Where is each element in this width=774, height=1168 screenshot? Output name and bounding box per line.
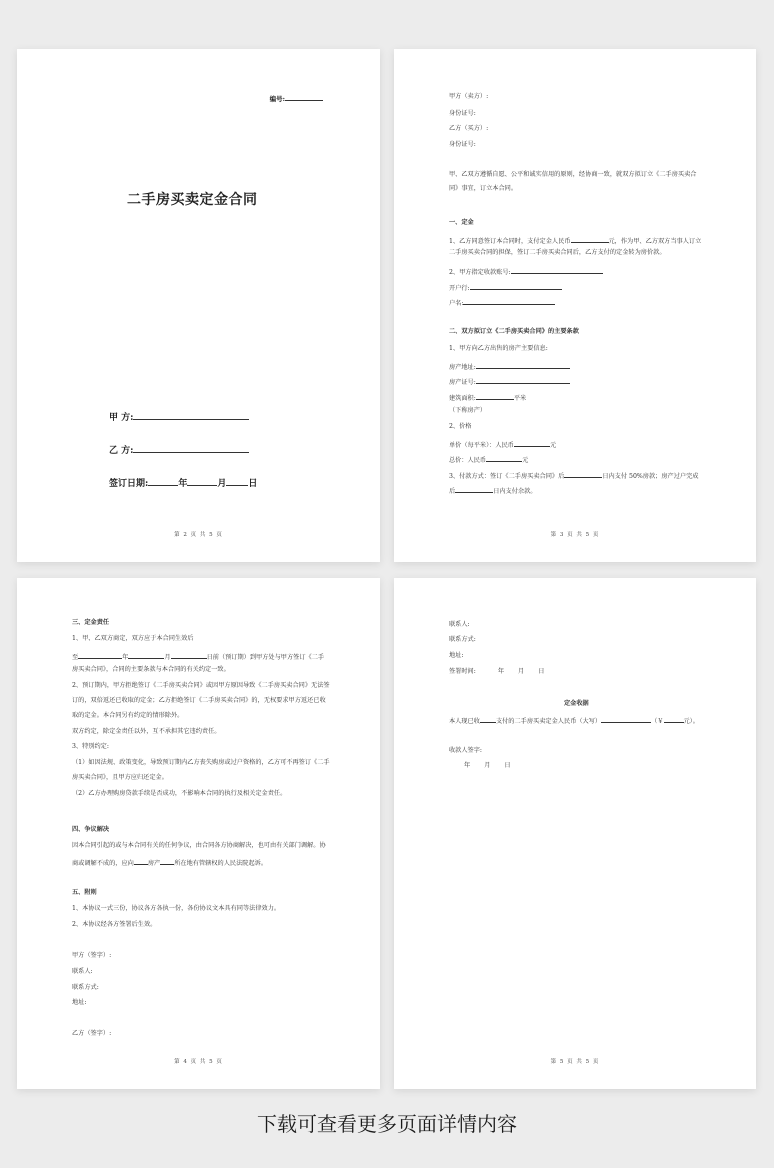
appendix-line-2: 2、本协议经各方签署后生效。 — [72, 921, 157, 928]
clause-3-line-4: 2、预订期内，甲方拒绝签订《二手房买卖合同》或因甲方原因导致《二手房买卖合同》无法签 — [72, 682, 330, 689]
section-3-title: 三、定金责任 — [72, 619, 110, 626]
clause-3-line-3: 房买卖合同》，合同的主要条款与本合同的有关约定一致。 — [72, 666, 230, 673]
deposit-clause-line-2: 二手房买卖合同的担保，签订二手房买卖合同后，乙方支付的定金转为房价款。 — [449, 249, 666, 256]
section-1-title: 一、定金 — [449, 219, 474, 226]
download-more-banner[interactable]: 下载可查看更多页面详情内容 — [257, 1112, 517, 1136]
party-b-field: 乙 方: — [109, 443, 249, 456]
clause-3-line-11: （2）乙方办理购房贷款手续是否成功，不影响本合同的执行及相关定金责任。 — [72, 790, 287, 797]
section-2-title: 二、双方拟订立《二手房买卖合同》的主要条款 — [449, 328, 579, 335]
sign-time-field: 签署时间: 年 月 日 — [449, 668, 545, 675]
clause-3-line-1: 1、甲、乙双方商定，双方应于本合同生效后 — [72, 635, 194, 642]
party-a-contact-way: 联系方式: — [72, 984, 99, 991]
clause-3-line-5: 订的，双倍返还已收取的定金；乙方拒绝签订《二手房买卖合同》的，无权要求甲方返还已收 — [72, 697, 326, 704]
property-cert-field: 房产证号: — [449, 376, 570, 387]
price-heading: 2、价格 — [449, 423, 472, 430]
payment-line-1: 3、付款方式：签订《二手房买卖合同》后 日内支付 50%房款；房产过户完成 — [449, 470, 698, 481]
clause-3-line-10: 房买卖合同》，且甲方应归还定金。 — [72, 774, 168, 781]
unit-price-field: 单价（每平米）：人民币 元 — [449, 439, 556, 450]
party-b-sign: 乙方（签字）: — [72, 1030, 112, 1037]
payment-line-2: 后 日内支付余款。 — [449, 485, 537, 496]
dispute-line-1: 因本合同引起的或与本合同有关的任何争议，由合同各方协商解决，也可由有关部门调解。协 — [72, 842, 326, 849]
intro-line-1: 甲、乙双方遵循自愿、公平和诚实信用的原则，经协商一致，就双方拟订立《二手房买卖合 — [449, 171, 697, 178]
section-4-title: 四、争议解决 — [72, 826, 110, 833]
buyer-id-line: 身份证号: — [449, 141, 476, 148]
party-b-contact: 联系人: — [449, 621, 470, 628]
appendix-line-1: 1、本协议一式三份，协议各方各执一份，各份协议文本具有同等法律效力。 — [72, 905, 281, 912]
clause-3-line-6: 取的定金。本合同另有约定的情形除外。 — [72, 712, 184, 719]
contract-page-3 — [17, 578, 380, 1089]
receipt-title: 定金收据 — [564, 700, 589, 707]
contract-number-field: 编号: — [270, 93, 323, 103]
page-footer: 第 5 页 共 5 页 — [550, 1059, 600, 1065]
property-info-line: 1、甲方向乙方出售的房产主要信息: — [449, 345, 548, 352]
section-5-title: 五、附则 — [72, 889, 97, 896]
account-name-field: 户名: — [449, 297, 555, 308]
clause-3-line-7: 双方约定，除定金责任以外，互不承担其它违约责任。 — [72, 728, 221, 735]
party-a-contact: 联系人: — [72, 968, 93, 975]
page-footer: 第 2 页 共 5 页 — [174, 532, 223, 538]
payee-sign: 收款人签字: — [449, 747, 483, 754]
clause-3-line-8: 3、特别约定: — [72, 743, 109, 750]
property-address-field: 房产地址: — [449, 361, 570, 372]
page-footer: 第 3 页 共 5 页 — [550, 532, 600, 538]
contract-page-2 — [394, 49, 756, 562]
contract-page-4 — [394, 578, 756, 1089]
intro-line-2: 同》事宜，订立本合同。 — [449, 185, 518, 192]
clause-3-line-9: （1）如因法规、政策变化，导致预订期内乙方丧失购房或过户资格的，乙方可不再签订《二手 — [72, 759, 330, 766]
property-area-field: 建筑面积: 平米 — [449, 392, 526, 403]
deposit-clause-line-1: 1、乙方同意签订本合同时，支付定金人民币 元，作为甲、乙方双方当事人订立 — [449, 235, 701, 246]
clause-3-line-2: 至 年 月 日前（预订期）到甲方处与甲方签订《二手 — [72, 651, 324, 662]
bank-field: 开户行: — [449, 282, 562, 293]
party-b-address: 地址: — [449, 652, 464, 659]
receipt-line: 本人现已收 支付的二手房买卖定金人民币（大写） （￥ 元）。 — [449, 715, 699, 726]
dispute-line-2: 商或调解不成的，应向 房产 所在地有管辖权的人民法院起诉。 — [72, 857, 267, 868]
party-a-sign: 甲方（签字）: — [72, 952, 112, 959]
payee-date: 年 月 日 — [464, 762, 511, 769]
sign-date-field: 签订日期: 年 月 日 — [109, 476, 257, 489]
seller-id-line: 身份证号: — [449, 110, 476, 117]
account-field: 2、甲方指定收款账号: — [449, 266, 603, 277]
property-note: （下称房产） — [449, 407, 487, 414]
document-title: 二手房买卖定金合同 — [127, 192, 258, 208]
page-footer: 第 4 页 共 5 页 — [174, 1059, 223, 1065]
total-price-field: 总价：人民币 元 — [449, 454, 528, 465]
seller-line: 甲方（卖方）: — [449, 93, 489, 100]
contract-page-cover — [17, 49, 380, 562]
party-a-address: 地址: — [72, 999, 87, 1006]
buyer-line: 乙方（买方）: — [449, 125, 489, 132]
party-b-contact-way: 联系方式: — [449, 636, 476, 643]
party-a-field: 甲 方: — [109, 410, 249, 423]
